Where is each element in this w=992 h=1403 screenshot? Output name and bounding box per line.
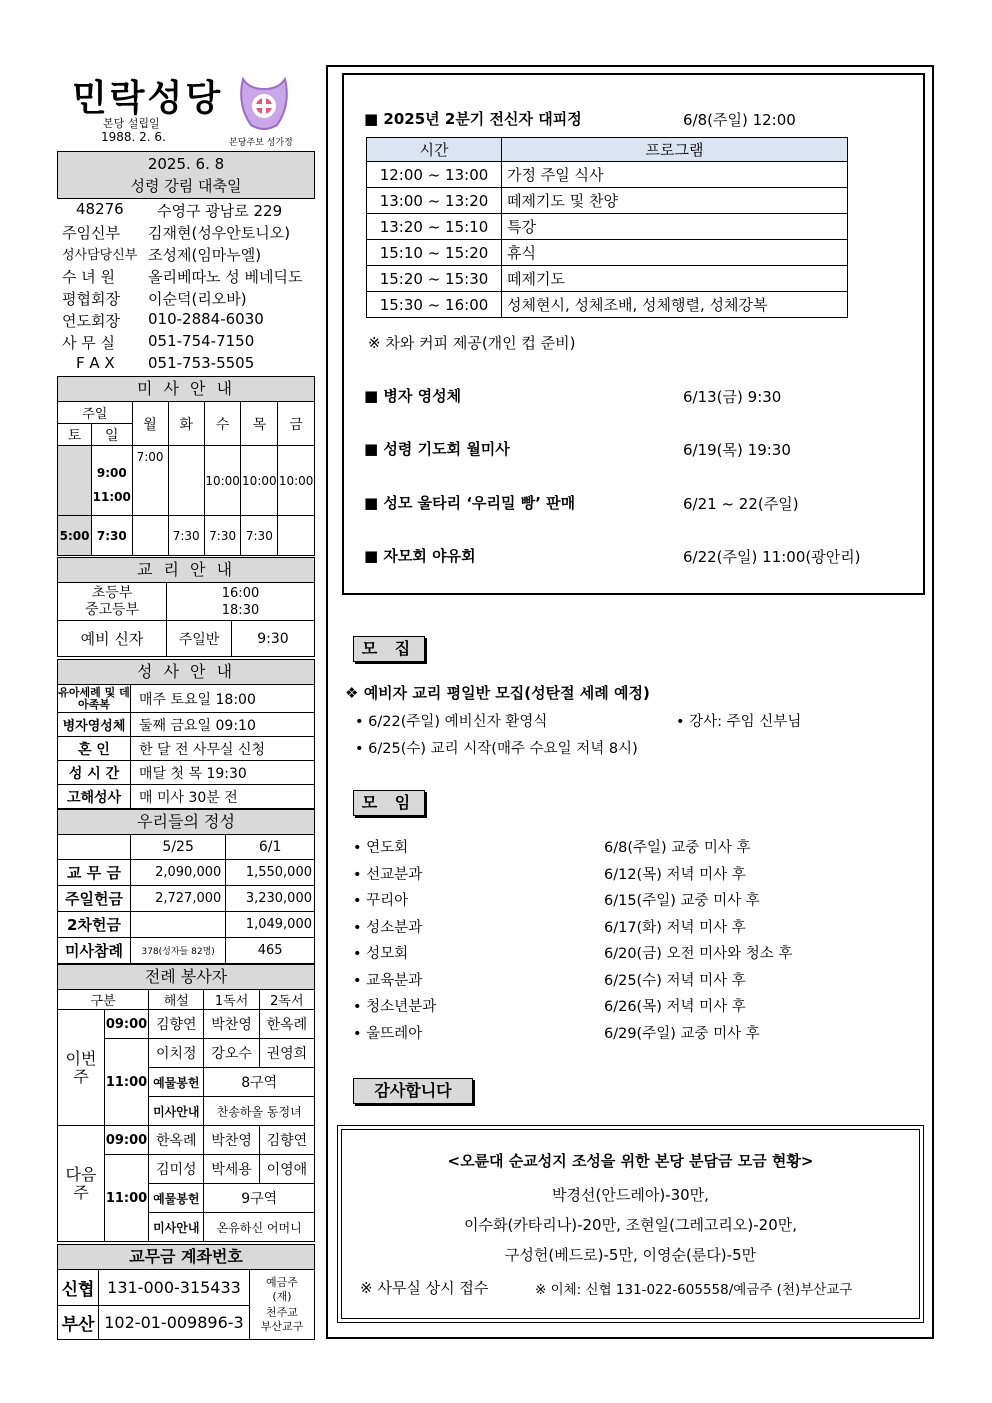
square-bullet-icon: ■ bbox=[364, 110, 379, 128]
offering-role-label: 예물봉헌 bbox=[149, 1068, 204, 1097]
server-name: 한옥례 bbox=[259, 1010, 314, 1039]
event-title: 병자 영성체 bbox=[383, 387, 462, 405]
servers-header: 1독서 bbox=[204, 990, 259, 1010]
event-item bbox=[364, 385, 461, 406]
logo-caption: 본당주보 성가정 bbox=[229, 138, 293, 148]
sacrament-value: 매주 토요일 18:00 bbox=[131, 685, 315, 713]
middle-high-time: 18:30 bbox=[221, 602, 260, 618]
retreat-time: 12:00 ~ 13:00 bbox=[367, 162, 502, 188]
feast-name: 성령 강림 대축일 bbox=[130, 177, 242, 195]
thanks-line: 이수화(카타리나)-20만, 조현일(그레고리오)-20만, bbox=[463, 1216, 798, 1234]
sun-mass-time: 7:30 bbox=[92, 516, 132, 556]
date-box bbox=[57, 151, 315, 199]
contact-label: 성사담당신부 bbox=[62, 248, 138, 263]
council-president: 이순덕(리오바) bbox=[148, 290, 247, 308]
thanks-title: <오륜대 순교성지 조성을 위한 본당 분담금 모금 현황> bbox=[447, 1152, 814, 1170]
pastor-name: 김재현(성우안토니오) bbox=[148, 224, 291, 242]
parish-title: 민락성당 bbox=[72, 77, 224, 119]
meeting-when: 6/17(화) 저녁 미사 후 bbox=[604, 919, 746, 936]
meeting-when: 6/25(수) 저녁 미사 후 bbox=[604, 972, 746, 989]
offering-value bbox=[131, 912, 226, 938]
yeondo-phone: 010-2884-6030 bbox=[148, 310, 264, 328]
server-name: 김향연 bbox=[149, 1010, 204, 1039]
meeting-item: • 울뜨레아 bbox=[353, 1025, 423, 1042]
thu-mass-time: 10:00 bbox=[241, 446, 278, 516]
meeting-item: • 성모회 bbox=[353, 946, 409, 962]
sat-mass-time: 5:00 bbox=[58, 516, 92, 556]
tue-mass-time: 7:30 bbox=[168, 516, 204, 556]
retreat-time: 15:30 ~ 16:00 bbox=[367, 292, 502, 318]
bulletin-date: 2025. 6. 8 bbox=[147, 155, 225, 173]
meeting-when: 6/15(주일) 교중 미사 후 bbox=[604, 893, 760, 909]
account-table bbox=[57, 1269, 315, 1340]
retreat-when: 6/8(주일) 12:00 bbox=[683, 111, 796, 129]
retreat-program: 떼제기도 및 찬양 bbox=[502, 188, 848, 214]
account-holder: 천주교 bbox=[266, 1305, 298, 1319]
postal-code: 48276 bbox=[76, 200, 124, 218]
mon-mass-time: 7:00 bbox=[132, 446, 168, 516]
event-when: 6/21 ~ 22(주일) bbox=[683, 495, 799, 513]
sacrament-priest-name: 조성제(임마누엘) bbox=[148, 246, 262, 264]
meeting-when: 6/26(목) 저녁 미사 후 bbox=[604, 999, 746, 1015]
thanks-line: 구성헌(베드로)-5만, 이영순(룬다)-5만 bbox=[504, 1246, 757, 1264]
mass-schedule-table bbox=[57, 401, 315, 556]
meetings-label: 모 임 bbox=[353, 790, 425, 816]
sacrament-value: 매 미사 30분 전 bbox=[131, 785, 315, 809]
server-name: 김향연 bbox=[259, 1126, 314, 1155]
offering-col-date: 6/1 bbox=[226, 835, 315, 860]
retreat-time: 13:20 ~ 15:10 bbox=[367, 214, 502, 240]
offering-label: 미사참례 bbox=[58, 938, 131, 964]
founded-label: 본당 설립일 bbox=[103, 117, 160, 130]
guide-role-label: 미사안내 bbox=[149, 1097, 204, 1126]
diamond-bullet-icon: ❖ bbox=[345, 684, 359, 702]
event-item bbox=[364, 545, 476, 566]
sacrament-label: 혼 인 bbox=[58, 737, 131, 761]
mass-title: 미 사 안 내 bbox=[57, 376, 315, 402]
retreat-col-program: 프로그램 bbox=[502, 138, 848, 162]
meeting-item: • 청소년분과 bbox=[353, 999, 437, 1015]
meeting-item: • 성소분과 bbox=[353, 919, 423, 936]
retreat-program: 휴식 bbox=[502, 240, 848, 266]
sacrament-value: 둘째 금요일 09:10 bbox=[131, 713, 315, 737]
mass-time-label: 09:00 bbox=[104, 1126, 148, 1155]
event-item bbox=[364, 492, 575, 513]
meeting-name: 청소년분과 bbox=[366, 999, 437, 1015]
offering-title: 우리들의 정성 bbox=[57, 809, 315, 835]
offering-group: 8구역 bbox=[204, 1068, 315, 1097]
event-item bbox=[364, 438, 510, 459]
offering-role-label: 예물봉헌 bbox=[149, 1184, 204, 1213]
meeting-when: 6/8(주일) 교중 미사 후 bbox=[604, 840, 751, 856]
day-header: 월 bbox=[132, 402, 168, 446]
meeting-when: 6/12(목) 저녁 미사 후 bbox=[604, 866, 746, 883]
bank-name: 신협 bbox=[58, 1270, 99, 1306]
day-header: 금 bbox=[278, 402, 315, 446]
thanks-label: 감사합니다 bbox=[353, 1078, 473, 1104]
meeting-name: 선교분과 bbox=[366, 866, 423, 883]
office-phone: 051-754-7150 bbox=[148, 332, 255, 350]
server-name: 박찬영 bbox=[204, 1126, 259, 1155]
thanks-note: ※ 사무실 상시 접수 bbox=[360, 1279, 489, 1297]
day-header: 목 bbox=[241, 402, 278, 446]
guide-role-label: 미사안내 bbox=[149, 1213, 204, 1242]
recruit-item-text: 6/25(수) 교리 시작(매주 수요일 저녁 8시) bbox=[368, 741, 638, 757]
retreat-time: 15:10 ~ 15:20 bbox=[367, 240, 502, 266]
recruit-item: • 6/25(수) 교리 시작(매주 수요일 저녁 8시) bbox=[355, 741, 638, 757]
catechumen-label: 예비 신자 bbox=[58, 621, 167, 657]
meeting-name: 꾸리아 bbox=[366, 893, 409, 909]
this-week-label: 이번주 bbox=[58, 1010, 105, 1126]
recruit-headline bbox=[345, 682, 650, 703]
recruit-item-text: 강사: 주임 신부님 bbox=[689, 714, 802, 730]
guide-group: 찬송하올 동정녀 bbox=[204, 1097, 315, 1126]
servers-header: 해설 bbox=[149, 990, 204, 1010]
offering-label: 주일헌금 bbox=[58, 886, 131, 912]
server-name: 박찬영 bbox=[204, 1010, 259, 1039]
servers-title: 전례 봉사자 bbox=[57, 964, 315, 990]
offering-col-date: 5/25 bbox=[131, 835, 226, 860]
wed-mass-time: 7:30 bbox=[204, 516, 241, 556]
elementary-label: 초등부 bbox=[91, 584, 133, 601]
address: 수영구 광남로 229 bbox=[157, 202, 283, 220]
contact-label: F A X bbox=[76, 354, 115, 372]
offering-table bbox=[57, 834, 315, 964]
server-name: 이영애 bbox=[259, 1155, 314, 1184]
server-name: 권영희 bbox=[259, 1039, 314, 1068]
sacrament-table bbox=[57, 684, 315, 809]
meetings-list bbox=[353, 836, 913, 1046]
server-name: 이치정 bbox=[149, 1039, 204, 1068]
account-holder: 부산교구 bbox=[260, 1319, 304, 1333]
event-when: 6/13(금) 9:30 bbox=[683, 388, 782, 406]
meeting-item: • 교육분과 bbox=[353, 972, 423, 989]
meeting-when: 6/20(금) 오전 미사와 청소 후 bbox=[604, 946, 793, 962]
retreat-time: 15:20 ~ 15:30 bbox=[367, 266, 502, 292]
recruit-headline-text: 예비자 교리 평일반 모집(성탄절 세례 예정) bbox=[363, 684, 650, 702]
sun-mass-time: 11:00 bbox=[92, 489, 131, 504]
event-title: 자모회 야유회 bbox=[383, 547, 476, 565]
recruit-label: 모 집 bbox=[353, 636, 425, 662]
square-bullet-icon: ■ bbox=[364, 494, 379, 512]
contact-row bbox=[76, 200, 124, 218]
offering-label: 교 무 금 bbox=[58, 860, 131, 886]
servers-header: 구분 bbox=[58, 990, 149, 1010]
mass-time-label: 11:00 bbox=[104, 1039, 148, 1126]
retreat-time: 13:00 ~ 13:20 bbox=[367, 188, 502, 214]
retreat-note: ※ 차와 커피 제공(개인 컵 준비) bbox=[368, 334, 576, 352]
contact-label: 사 무 실 bbox=[62, 334, 116, 352]
catechism-table bbox=[57, 582, 315, 657]
elementary-time: 16:00 bbox=[221, 585, 260, 601]
event-title: 성모 울타리 ‘우리밀 빵’ 판매 bbox=[383, 494, 576, 512]
account-title: 교무금 계좌번호 bbox=[57, 1244, 315, 1270]
sacrament-label: 성 시 간 bbox=[58, 761, 131, 785]
recruit-item-text: 6/22(주일) 예비신자 환영식 bbox=[368, 714, 548, 730]
servers-header: 2독서 bbox=[259, 990, 314, 1010]
retreat-col-time: 시간 bbox=[367, 138, 502, 162]
offering-value: 3,230,000 bbox=[226, 886, 315, 912]
server-name: 김미성 bbox=[149, 1155, 204, 1184]
thanks-note: ※ 이체: 신협 131-022-605558/예금주 (천)부산교구 bbox=[535, 1282, 853, 1298]
meeting-item: • 꾸리아 bbox=[353, 893, 409, 909]
meeting-name: 교육분과 bbox=[366, 972, 423, 989]
retreat-program: 떼제기도 bbox=[502, 266, 848, 292]
sacrament-value: 매달 첫 목 19:30 bbox=[131, 761, 315, 785]
offering-group: 9구역 bbox=[204, 1184, 315, 1213]
meeting-name: 울뜨레아 bbox=[366, 1025, 423, 1042]
meeting-item: • 연도회 bbox=[353, 840, 409, 856]
server-name: 박세용 bbox=[204, 1155, 259, 1184]
servers-table bbox=[57, 989, 315, 1242]
day-header: 수 bbox=[204, 402, 241, 446]
next-week-label: 다음주 bbox=[58, 1126, 105, 1242]
fax-number: 051-753-5505 bbox=[148, 354, 255, 372]
retreat-heading bbox=[364, 108, 582, 129]
retreat-program-table bbox=[366, 137, 848, 318]
event-when: 6/19(목) 19:30 bbox=[683, 441, 791, 459]
sacrament-title: 성 사 안 내 bbox=[57, 659, 315, 685]
catechumen-class: 주일반 bbox=[167, 621, 232, 657]
retreat-program: 특강 bbox=[502, 214, 848, 240]
fri-mass-time: 10:00 bbox=[278, 446, 315, 516]
square-bullet-icon: ■ bbox=[364, 387, 379, 405]
contact-label: 주임신부 bbox=[62, 224, 120, 242]
account-holder: 예금주 bbox=[266, 1275, 298, 1289]
mass-time-label: 09:00 bbox=[104, 1010, 148, 1039]
wed-mass-time: 10:00 bbox=[204, 446, 241, 516]
offering-value: 465 bbox=[226, 938, 315, 964]
offering-value: 2,090,000 bbox=[131, 860, 226, 886]
offering-value: 1,550,000 bbox=[226, 860, 315, 886]
sun-header: 일 bbox=[92, 424, 132, 446]
sat-header: 토 bbox=[58, 424, 92, 446]
retreat-program: 가정 주일 식사 bbox=[502, 162, 848, 188]
thanks-line: 박경선(안드레아)-30만, bbox=[552, 1186, 709, 1204]
square-bullet-icon: ■ bbox=[364, 440, 379, 458]
offering-value: 2,727,000 bbox=[131, 886, 226, 912]
offering-value: 378(성자들 82명) bbox=[131, 938, 226, 964]
offering-value: 1,049,000 bbox=[226, 912, 315, 938]
server-name: 강오수 bbox=[204, 1039, 259, 1068]
guide-group: 온유하신 어머니 bbox=[204, 1213, 315, 1242]
offering-label: 2차헌금 bbox=[58, 912, 131, 938]
founded-date: 1988. 2. 6. bbox=[101, 130, 166, 144]
contact-label: 평협회장 bbox=[62, 290, 120, 308]
contact-label: 수 녀 원 bbox=[62, 268, 116, 286]
sacrament-value: 한 달 전 사무실 신청 bbox=[131, 737, 315, 761]
recruit-item: • 강사: 주임 신부님 bbox=[676, 714, 802, 730]
square-bullet-icon: ■ bbox=[364, 547, 379, 565]
thu-mass-time: 7:30 bbox=[241, 516, 278, 556]
mass-time-label: 11:00 bbox=[104, 1155, 148, 1242]
meeting-name: 성모회 bbox=[366, 946, 409, 962]
event-title: 성령 기도회 월미사 bbox=[383, 440, 510, 458]
recruit-item: • 6/22(주일) 예비신자 환영식 bbox=[355, 714, 548, 730]
day-header: 화 bbox=[168, 402, 204, 446]
bank-name: 부산 bbox=[58, 1306, 99, 1340]
sunday-header: 주일 bbox=[58, 402, 133, 424]
meeting-item: • 선교분과 bbox=[353, 866, 423, 883]
convent-name: 올리베따노 성 베네딕도 bbox=[148, 268, 303, 286]
catechumen-time: 9:30 bbox=[232, 621, 315, 657]
server-name: 한옥례 bbox=[149, 1126, 204, 1155]
meeting-name: 연도회 bbox=[366, 840, 409, 856]
sacrament-label: 고해성사 bbox=[58, 785, 131, 809]
retreat-title: 2025년 2분기 전신자 대피정 bbox=[383, 110, 582, 128]
middle-high-label: 중고등부 bbox=[84, 601, 140, 618]
account-number[interactable]: 131-000-315433 bbox=[99, 1270, 250, 1306]
meeting-name: 성소분과 bbox=[366, 919, 423, 936]
event-when: 6/22(주일) 11:00(광안리) bbox=[683, 548, 861, 566]
holy-family-logo bbox=[233, 75, 295, 133]
sacrament-label: 병자영성체 bbox=[58, 713, 131, 737]
account-holder: (재) bbox=[272, 1289, 292, 1303]
meeting-when: 6/29(주일) 교중 미사 후 bbox=[604, 1025, 760, 1042]
contact-label: 연도회장 bbox=[62, 312, 120, 330]
sacrament-label: 유아세례 및 데아족복 bbox=[58, 685, 130, 711]
retreat-program: 성체현시, 성체조배, 성체행렬, 성체강복 bbox=[502, 292, 848, 318]
catechism-title: 교 리 안 내 bbox=[57, 557, 315, 583]
sun-mass-time: 9:00 bbox=[96, 465, 127, 480]
account-number[interactable]: 102-01-009896-3 bbox=[99, 1306, 250, 1340]
